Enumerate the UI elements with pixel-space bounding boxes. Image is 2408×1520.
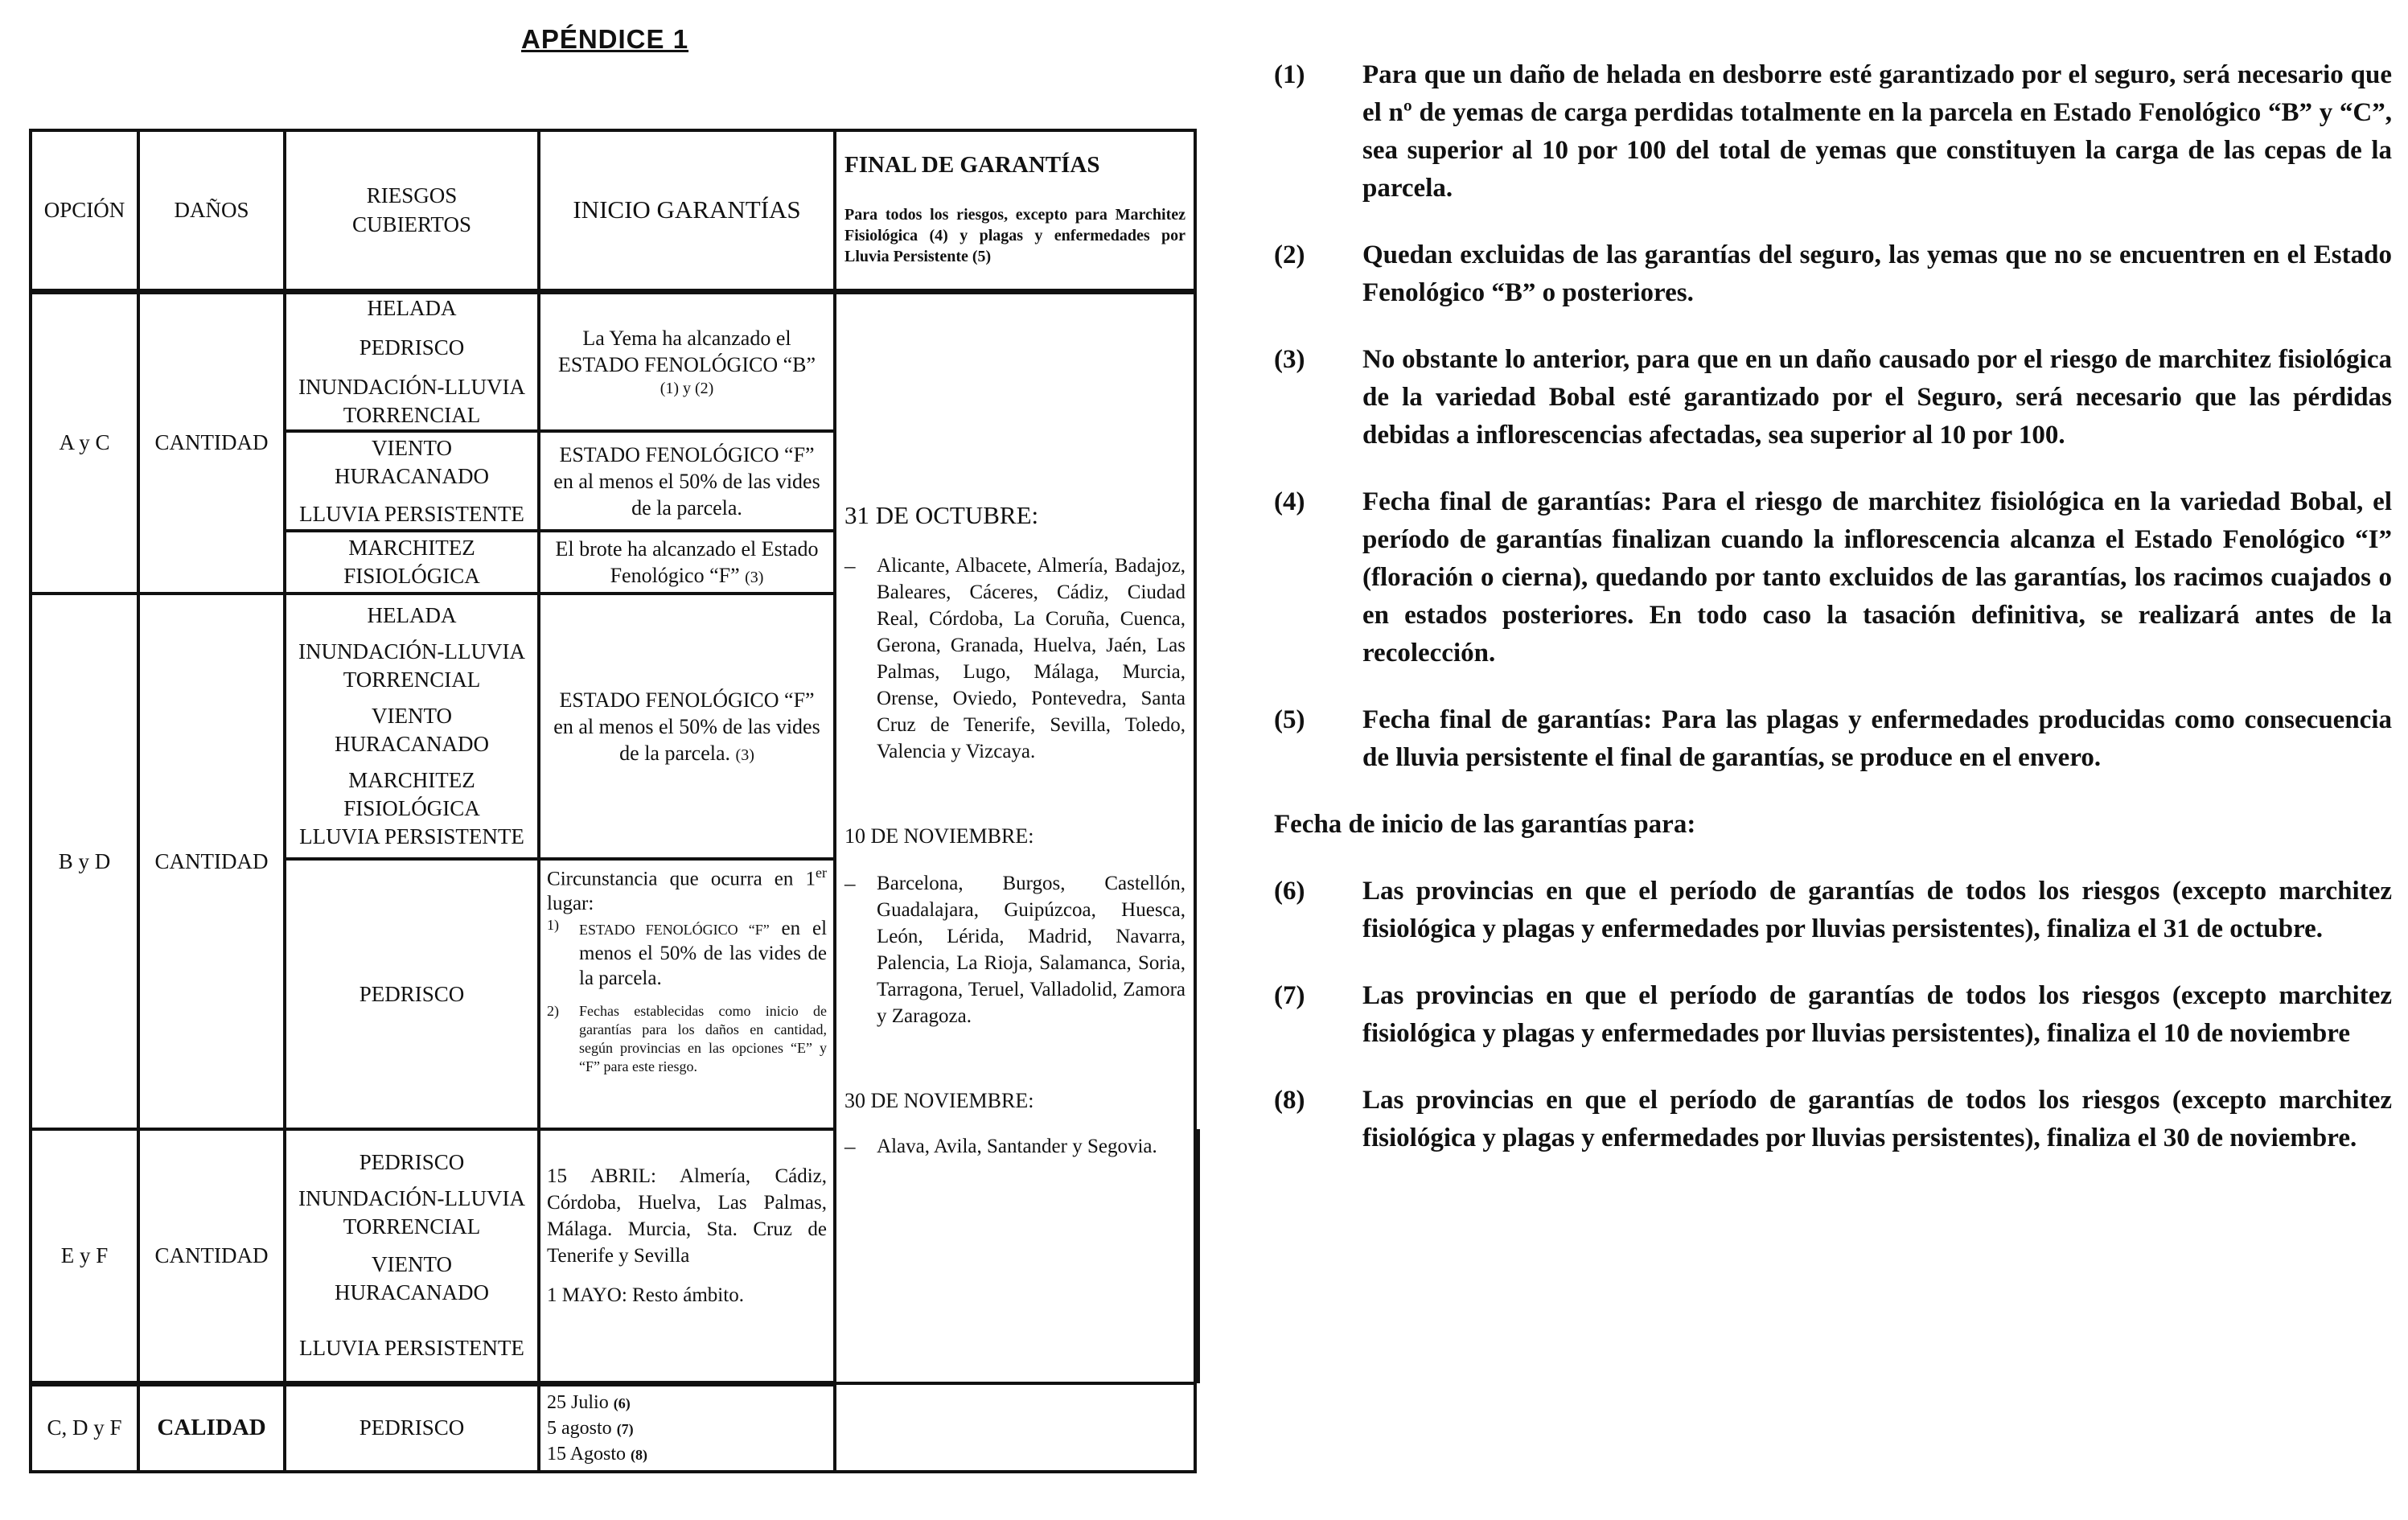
riesgo: HELADA [367,295,457,320]
final-title: FINAL DE GARANTÍAS [844,152,1100,178]
note-text: Las provincias en que el período de garantías de todos los riesgos (excepto marchitez fisiológica y plagas y enfermedades por lluvias persistentes), finaliza el 30 de noviembre. [1362,1086,2392,1152]
final-provinces-2: Barcelona, Burgos, Castellón, Guadalajara, Guipúzcoa, Huesca, León, Lérida, Madrid, Navarra, Palencia, La Rioja, Salamanca, Soria, Tarragona, Teruel, Valladolid, Zamora y Zaragoza. [877,872,1186,1027]
note-7 [1274,977,2392,1053]
final-date-2: 10 DE NOVIEMBRE: [844,824,1034,848]
note-number: (7) [1274,981,1305,1010]
guarantees-table [29,129,1200,1473]
fecha-inicio-heading: Fecha de inicio de las garantías para: [1274,810,1696,839]
final-date-1: 31 DE OCTUBRE: [844,500,1039,529]
row-byd-inicio-1 [539,594,835,859]
final-provinces-2-row [844,870,1186,1029]
date-ref: (7) [616,1420,634,1437]
note-number: (8) [1274,1086,1305,1115]
riesgo: INUNDACIÓN-LLUVIA TORRENCIAL [298,1186,525,1239]
row-ayc-riesgos-3: MARCHITEZ FISIOLÓGICA [285,531,539,594]
note-text: Las provincias en que el período de garantías de todos los riesgos (excepto marchitez fisiológica y plagas y enfermedades por lluvias persistentes), finaliza el 10 de noviembre [1362,981,2392,1048]
inicio-item-2 [547,1002,827,1076]
note-number: (5) [1274,705,1305,734]
dash: – [844,870,856,895]
note-3 [1274,341,2392,454]
row-byd-riesgos-2: PEDRISCO [285,859,539,1129]
row-cdyf-inicio [539,1383,835,1472]
inicio-intro [547,864,827,916]
row-ayc-inicio-3 [539,531,835,594]
note-text: Para que un daño de helada en desborre esté garantizado por el seguro, será necesario que el nº de yemas de carga perdidas totalmente en la parcela en Estado Fenológico “B” y “C”, sea superior al 10 por 100 del total de yemas que constituyen la carga de las cepas de la parcela. [1362,60,2392,203]
inicio-refs: (1) y (2) [660,379,714,397]
riesgo: MARCHITEZ FISIOLÓGICA [343,768,480,820]
dash: – [844,1133,856,1158]
row-ayc-opcion: A y C [31,291,138,594]
item-number: 2) [547,1003,560,1020]
row-ayc-riesgos-1 [285,291,539,431]
row-ayc-inicio-1 [539,291,835,431]
final-provinces-3: Alava, Avila, Santander y Segovia. [877,1135,1157,1157]
footnotes [1274,56,2392,1186]
row-eyf-danos: CANTIDAD [138,1129,285,1383]
dash: – [844,553,856,577]
final-continuation [835,1383,1195,1472]
inicio-date [547,1441,827,1467]
inicio-text: 15 ABRIL: Almería, Cádiz, Córdoba, Huelva, Las Palmas, Málaga. Murcia, Sta. Cruz de Tenerife y Sevilla [547,1165,828,1267]
row-ayc-inicio-2: ESTADO FENOLÓGICO “F” en al menos el 50% de las vides de la parcela. [539,431,835,531]
row-cdyf-riesgos: PEDRISCO [285,1383,539,1472]
note-text: Fecha final de garantías: Para las plagas y enfermedades producidas como consecuencia de lluvia persistente el final de garantías, se produce en el envero. [1362,705,2392,772]
date-ref: (6) [613,1395,631,1411]
inicio-intro-text2: lugar: [547,893,594,915]
row-eyf-opcion: E y F [31,1129,138,1383]
row-ayc-riesgos-2 [285,431,539,531]
note-number: (4) [1274,487,1305,516]
inicio-text: La Yema ha alcanzado el ESTADO FENOLÓGICO “B” [558,326,816,376]
header-final [835,130,1195,291]
inicio-item-1 [547,916,827,991]
riesgo: LLUVIA PERSISTENTE [299,1336,524,1361]
final-continuation [1195,1129,1198,1383]
inicio-refs: (3) [735,746,754,764]
header-riesgos: RIESGOS CUBIERTOS [285,130,539,291]
date-text: 15 Agosto [547,1443,627,1465]
riesgo: HELADA [367,603,457,627]
note-text: Quedan excluidas de las garantías del seguro, las yemas que no se encuentren en el Estado Fenológico “B” o posteriores. [1362,240,2392,307]
item-rest-text: en el menos el 50% de las vides de la parcela. [579,918,828,990]
row-ayc-danos: CANTIDAD [138,291,285,594]
final-provinces-1: Alicante, Albacete, Almería, Badajoz, Baleares, Cáceres, Cádiz, Ciudad Real, Córdoba, La Coruña, Cuenca, Gerona, Granada, Huelva, Jaén, Las Palmas, Lugo, Málaga, Murcia, Orense, Oviedo, Pontevedra, Santa Cruz de Tenerife, Sevilla, Toledo, Valencia y Vizcaya. [877,554,1186,762]
final-provinces-3-row [844,1133,1186,1160]
inicio-date [547,1390,827,1415]
note-2 [1274,236,2392,312]
final-date-3: 30 DE NOVIEMBRE: [844,1088,1034,1112]
page-title: APÉNDICE 1 [521,24,689,54]
note-5 [1274,701,2392,777]
riesgo: PEDRISCO [359,335,465,359]
riesgo: INUNDACIÓN-LLUVIA TORRENCIAL [298,639,525,692]
note-8 [1274,1082,2392,1157]
item-text [579,916,827,991]
riesgo: VIENTO HURACANADO [335,1252,490,1305]
riesgo: INUNDACIÓN-LLUVIA TORRENCIAL [298,374,525,427]
row-eyf-inicio [539,1129,835,1383]
note-text: Las provincias en que el período de garantías de todos los riesgos (excepto marchitez fisiológica y plagas y enfermedades por lluvias persistentes), finaliza el 31 de octubre. [1362,877,2392,943]
item-small-text: ESTADO FENOLÓGICO “F” [579,922,770,939]
inicio-date [547,1415,827,1441]
row-byd-riesgos-1 [285,594,539,859]
riesgo: VIENTO HURACANADO [335,704,490,756]
riesgo: LLUVIA PERSISTENTE [299,824,524,848]
inicio-intro-sup: er [816,865,828,881]
riesgo: LLUVIA PERSISTENTE [299,501,524,526]
final-dates [835,291,1195,1383]
row-eyf-riesgos [285,1129,539,1383]
note-6 [1274,873,2392,948]
note-number: (1) [1274,60,1305,89]
note-4 [1274,483,2392,672]
row-cdyf-danos: CALIDAD [138,1383,285,1472]
final-note: Para todos los riesgos, excepto para Marchitez Fisiológica (4) y plagas y enfermedades por Lluvia Persistente (5) [844,206,1186,265]
date-text: 25 Julio [547,1391,609,1413]
note-text: Fecha final de garantías: Para el riesgo de marchitez fisiológica en la variedad Bobal, el período de garantías finalizan cuando la inflorescencia alcanza el Estado Fenológico “I” (floración o cierna), quedando por tanto excluidos de las garantías, los racimos cuajados o en estados posteriores. En todo caso la tasación definitiva, se realizará antes de la recolección. [1362,487,2392,668]
row-byd-inicio-2 [539,859,835,1129]
item-number: 1) [547,917,560,934]
header-inicio: INICIO GARANTÍAS [539,130,835,291]
inicio-text: El brote ha alcanzado el Estado Fenológico “F” [555,537,819,587]
row-byd-danos: CANTIDAD [138,594,285,1129]
riesgo: VIENTO HURACANADO [335,435,490,488]
final-provinces-1-row [844,553,1186,765]
note-1 [1274,56,2392,207]
inicio-intro-text: Circunstancia que ocurra en 1 [547,868,816,890]
row-cdyf-opcion: C, D y F [31,1383,138,1472]
inicio-refs: (3) [745,569,764,586]
note-number: (2) [1274,240,1305,269]
inicio-text: 1 MAYO: Resto ámbito. [547,1284,744,1306]
header-opcion: OPCIÓN [31,130,138,291]
note-number: (3) [1274,345,1305,374]
item-text: Fechas establecidas como inicio de garantías para los daños en cantidad, según provincias en las opciones “E” y “F” para este riesgo. [579,1003,828,1075]
riesgo: PEDRISCO [359,1150,465,1175]
inicio-text: ESTADO FENOLÓGICO “F” en al menos el 50% de las vides de la parcela. [553,688,820,765]
note-number: (6) [1274,877,1305,906]
date-ref: (8) [631,1446,648,1463]
header-danos: DAÑOS [138,130,285,291]
note-text: No obstante lo anterior, para que en un daño causado por el riesgo de marchitez fisiológica de la variedad Bobal esté garantizado por el Seguro, será necesario que las pérdidas debidas a inflorescencias afectadas, sea superior al 10 por 100. [1362,345,2392,450]
row-byd-opcion: B y D [31,594,138,1129]
date-text: 5 agosto [547,1417,612,1439]
